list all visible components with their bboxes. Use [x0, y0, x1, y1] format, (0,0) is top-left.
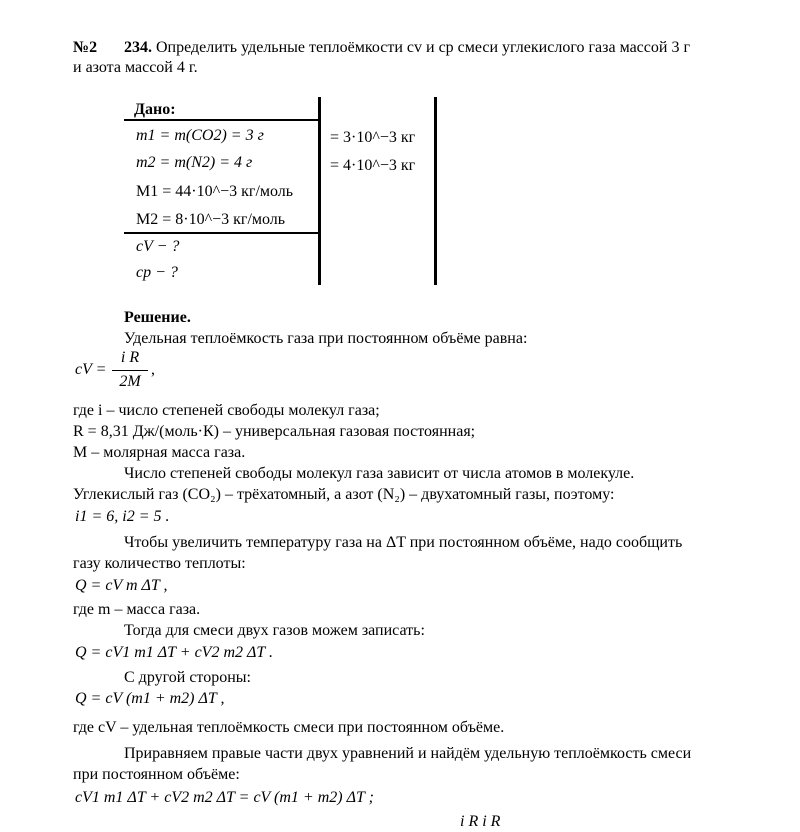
- cut-off-fragment: i R i R: [460, 813, 501, 830]
- cv-denominator: 2M: [119, 373, 141, 390]
- solution-line-10: Тогда для смеси двух газов можем записать:: [124, 622, 425, 639]
- find-2: cp − ?: [136, 264, 178, 281]
- solution-line-6: Углекислый газ (CO₂) – трёхатомный, а азот (N₂) – двухатомный газы, поэтому:: [73, 486, 615, 503]
- given-title: Дано:: [134, 101, 176, 118]
- solution-line-4: M – молярная масса газа.: [73, 444, 246, 461]
- given-find-rule: [124, 232, 320, 234]
- cv-lhs: cV =: [75, 361, 107, 378]
- given-row-1: m1 = m(CO2) = 3 г: [136, 127, 264, 144]
- statement-line-2: и азота массой 4 г.: [73, 59, 198, 76]
- solution-line-12: где cV – удельная теплоёмкость смеси при постоянном объёме.: [73, 719, 505, 736]
- cv-fraction: [110, 348, 150, 392]
- formula-q1: Q = cV m ΔT ,: [75, 577, 168, 594]
- fraction-bar: [112, 370, 148, 371]
- find-1: cV − ?: [136, 238, 180, 255]
- formula-q4: cV1 m1 ΔT + cV2 m2 ΔT = cV (m1 + m2) ΔT ;: [75, 789, 374, 806]
- solution-line-8: газу количество теплоты:: [73, 555, 246, 572]
- problem-id: 234.: [124, 39, 152, 56]
- problem-statement: [124, 38, 690, 58]
- solution-line-1: Удельная теплоёмкость газа при постоянном объёме равна:: [124, 330, 528, 347]
- si-row-2: = 4·10^−3 кг: [330, 157, 416, 174]
- given-row-4: M2 = 8·10^−3 кг/моль: [136, 211, 286, 228]
- solution-line-7: Чтобы увеличить температуру газа на ΔT при постоянном объёме, надо сообщить: [124, 534, 683, 551]
- solution-line-2: где i – число степеней свободы молекул газа;: [73, 402, 380, 419]
- given-top-rule: [124, 119, 320, 121]
- statement-line-1: Определить удельные теплоёмкости cv и cp смеси углекислого газа массой 3 г: [156, 39, 691, 56]
- i-values: i1 = 6, i2 = 5 .: [75, 508, 170, 525]
- si-divider: [434, 97, 437, 285]
- solution-line-9: где m – масса газа.: [73, 601, 201, 618]
- given-divider: [318, 97, 321, 285]
- cv-numerator: i R: [120, 349, 140, 366]
- cv-tail: ,: [151, 361, 155, 378]
- given-row-2: m2 = m(N2) = 4 г: [136, 154, 253, 171]
- solution-title: Решение.: [124, 309, 191, 326]
- solution-line-5: Число степеней свободы молекул газа зависит от числа атомов в молекуле.: [124, 465, 635, 482]
- given-row-3: M1 = 44·10^−3 кг/моль: [136, 183, 294, 200]
- solution-line-11: С другой стороны:: [124, 669, 251, 686]
- si-row-1: = 3·10^−3 кг: [330, 129, 416, 146]
- solution-line-13: Приравняем правые части двух уравнений и найдём удельную теплоёмкость смеси: [124, 745, 692, 762]
- formula-q3: Q = cV (m1 + m2) ΔT ,: [75, 690, 225, 707]
- formula-q2: Q = cV1 m1 ΔT + cV2 m2 ΔT .: [75, 644, 274, 661]
- solution-line-14: при постоянном объёме:: [73, 766, 240, 783]
- problem-number: №2: [73, 39, 98, 56]
- solution-line-3: R = 8,31 Дж/(моль·К) – универсальная газовая постоянная;: [73, 423, 476, 440]
